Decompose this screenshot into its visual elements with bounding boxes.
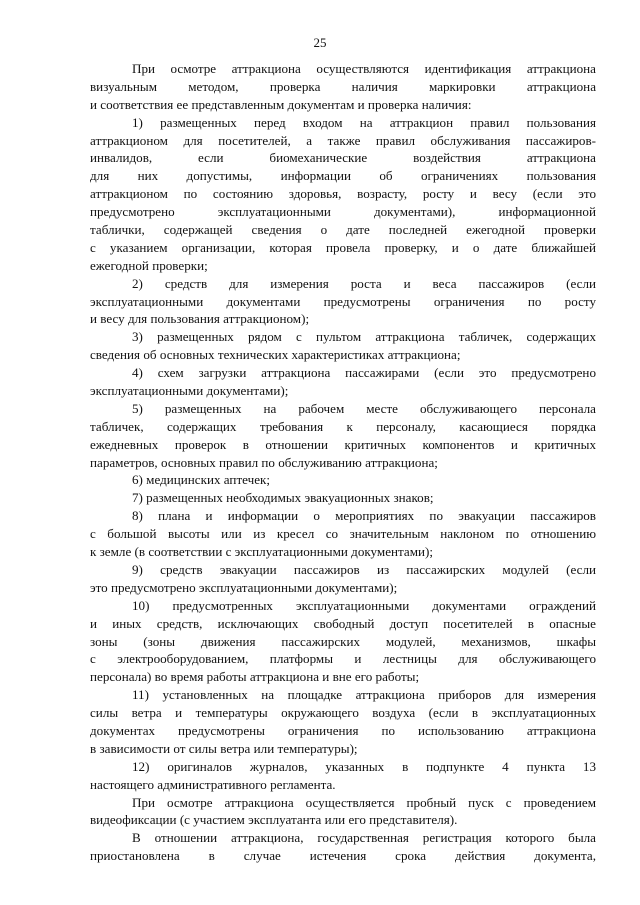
text-line: инвалидов, если биомеханические воздействия аттракциона xyxy=(90,150,596,166)
text-line: это предусмотрено эксплуатационными документами); xyxy=(90,579,398,595)
text-line: и весу для пользования аттракционом); xyxy=(90,311,310,327)
paragraph xyxy=(90,489,596,507)
text-line: аттракционом для посетителей, а также правил обслуживания пассажиров- xyxy=(90,132,596,148)
text-line: настоящего административного регламента. xyxy=(90,776,336,792)
paragraph xyxy=(90,794,596,830)
text-line: 2) средств для измерения роста и веса пассажиров (если xyxy=(132,275,596,291)
text-line: эксплуатационными документами предусмотрены ограничения по росту xyxy=(90,293,596,309)
text-line: 4) схем загрузки аттракциона пассажирами (если это предусмотрено xyxy=(132,365,596,381)
text-line: документах предусмотрены ограничения по использованию аттракциона xyxy=(90,722,596,738)
paragraph xyxy=(90,328,596,364)
text-line: 6) медицинских аптечек; xyxy=(132,472,271,488)
text-line: ежегодной проверки; xyxy=(90,257,208,273)
text-line: и соответствия ее представленным документам и проверка наличия: xyxy=(90,96,472,112)
paragraph xyxy=(90,471,596,489)
text-line: в зависимости от силы ветра или температуры); xyxy=(90,740,358,756)
text-line: эксплуатационными документами); xyxy=(90,383,289,399)
paragraph xyxy=(90,507,596,561)
text-line: параметров, основных правил по обслуживанию аттракциона; xyxy=(90,454,438,470)
paragraph xyxy=(90,829,596,865)
page-number: 25 xyxy=(313,35,327,50)
paragraph xyxy=(90,60,596,114)
text-line: визуальным методом, проверка наличия маркировки аттракциона xyxy=(90,78,596,94)
text-line: 8) плана и информации о мероприятиях по эвакуации пассажиров xyxy=(132,508,596,524)
text-line: 12) оригиналов журналов, указанных в подпункте 4 пункта 13 xyxy=(132,758,596,774)
text-line: силы ветра и температуры окружающего воздуха (если в эксплуатационных xyxy=(90,705,596,721)
text-line: приостановлена в случае истечения срока действия документа, xyxy=(90,848,596,864)
text-line: 10) предусмотренных эксплуатационными документами ограждений xyxy=(132,597,596,613)
text-line: видеофиксации (с участием эксплуатанта или его представителя). xyxy=(90,812,458,828)
text-line: предусмотрено эксплуатационными документами), информационной xyxy=(90,204,596,220)
paragraph xyxy=(90,686,596,758)
text-line: табличек, содержащих требования к персоналу, касающиеся порядка xyxy=(90,418,596,434)
text-line: 1) размещенных перед входом на аттракцион правил пользования xyxy=(132,114,596,130)
paragraph xyxy=(90,400,596,472)
text-line: с указанием организации, которая провела проверку, и о дате ближайшей xyxy=(90,239,596,255)
text-line: зоны (зоны движения пассажирских модулей, механизмов, шкафы xyxy=(90,633,596,649)
paragraph xyxy=(90,597,596,686)
text-line: В отношении аттракциона, государственная регистрация которого была xyxy=(132,830,596,846)
text-line: сведения об основных технических характеристиках аттракциона; xyxy=(90,347,461,363)
paragraph xyxy=(90,364,596,400)
text-line: для них допустимы, информации об ограничениях пользования xyxy=(90,168,596,184)
text-line: 7) размещенных необходимых эвакуационных знаков; xyxy=(132,490,434,506)
text-line: 9) средств эвакуации пассажиров из пассажирских модулей (если xyxy=(132,561,596,577)
text-line: 3) размещенных рядом с пультом аттракциона табличек, содержащих xyxy=(132,329,596,345)
text-line: таблички, содержащей сведения о дате последней ежегодной проверки xyxy=(90,222,596,238)
paragraph xyxy=(90,114,596,275)
text-line: При осмотре аттракциона осуществляется пробный пуск с проведением xyxy=(132,794,596,810)
paragraph xyxy=(90,758,596,794)
text-line: ежедневных проверок в отношении критичных компонентов и критичных xyxy=(90,436,596,452)
text-line: и иных средств, исключающих свободный доступ посетителей в опасные xyxy=(90,615,596,631)
text-line: персонала) во время работы аттракциона и вне его работы; xyxy=(90,669,420,685)
paragraph xyxy=(90,561,596,597)
paragraph xyxy=(90,275,596,329)
text-line: 11) установленных на площадке аттракциона приборов для измерения xyxy=(132,687,596,703)
text-line: аттракционом по состоянию здоровья, возрасту, росту и весу (если это xyxy=(90,186,596,202)
text-line: При осмотре аттракциона осуществляются идентификация аттракциона xyxy=(132,61,596,76)
text-line: с электрооборудованием, платформы и лестницы для обслуживающего xyxy=(90,651,596,667)
text-line: 5) размещенных на рабочем месте обслуживающего персонала xyxy=(132,400,596,416)
text-line: с большой высоты или из кресел со значительным наклоном по отношению xyxy=(90,526,596,542)
document-body xyxy=(90,60,596,865)
text-line: к земле (в соответствии с эксплуатационными документами); xyxy=(90,544,434,560)
